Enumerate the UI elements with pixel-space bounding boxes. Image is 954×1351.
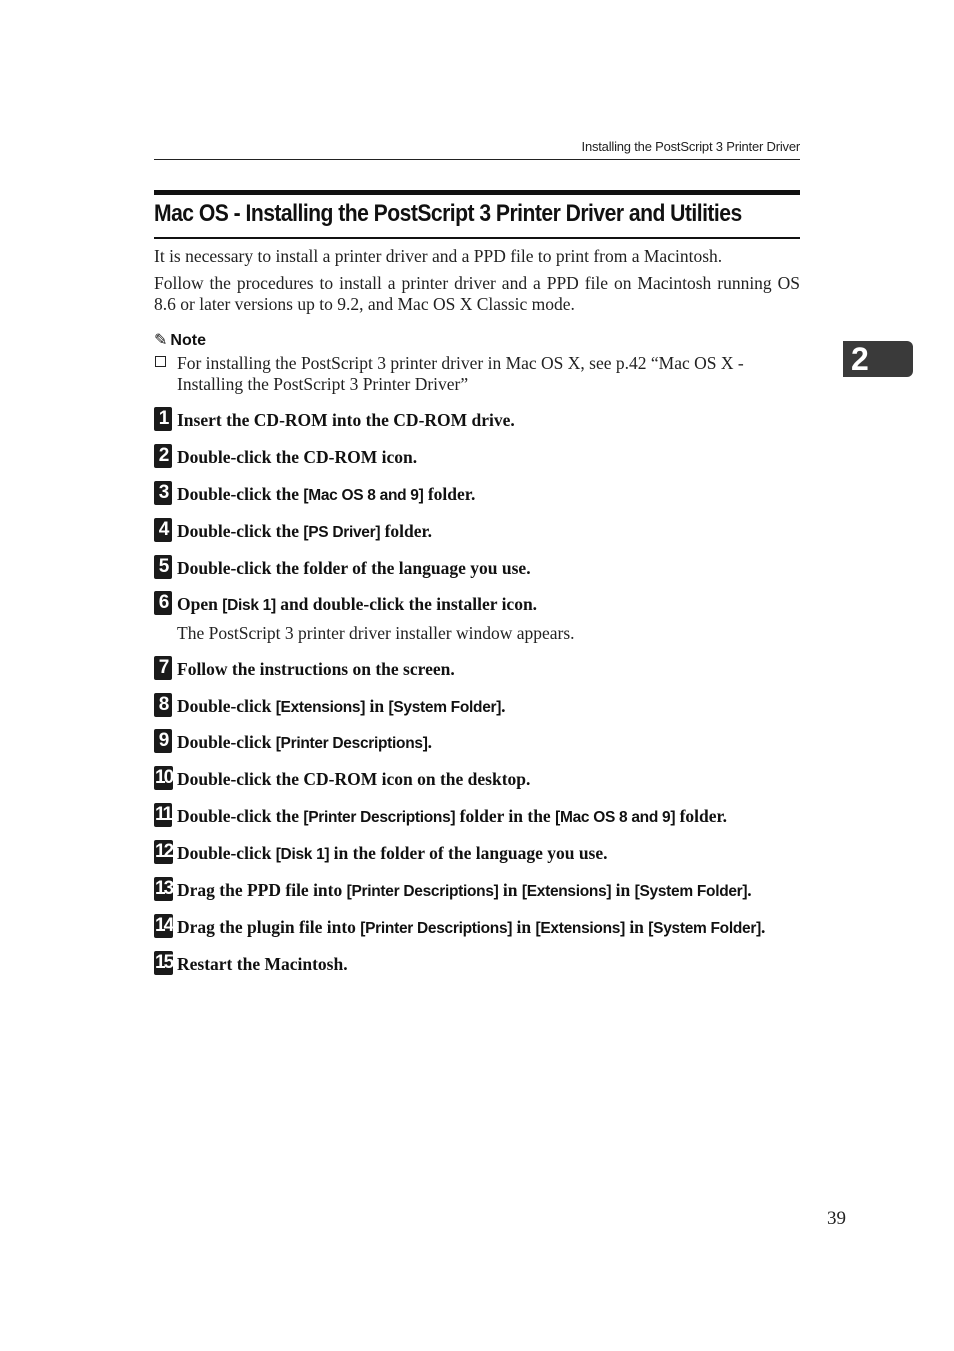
step-text-segment: Double-click the CD-ROM icon on the desktop. bbox=[177, 769, 531, 789]
step-text-segment: folder. bbox=[380, 521, 433, 541]
step-12 bbox=[154, 840, 854, 866]
step-text-segment: folder in the bbox=[455, 806, 556, 826]
step-text-segment: Double-click the bbox=[177, 806, 304, 826]
ui-label: [Printer Descriptions] bbox=[303, 809, 456, 826]
step-text-segment: Drag the plugin file into bbox=[177, 917, 361, 937]
chapter-tab bbox=[843, 341, 913, 377]
step-text bbox=[177, 484, 475, 506]
step-text bbox=[177, 558, 531, 579]
step-text-segment: . bbox=[747, 880, 752, 900]
ui-label: [System Folder] bbox=[388, 699, 502, 716]
ui-label: [System Folder] bbox=[634, 883, 748, 900]
step-text-segment: Restart the Macintosh. bbox=[177, 954, 348, 974]
step-text bbox=[177, 659, 455, 680]
step-text-segment: in bbox=[611, 880, 635, 900]
ui-label: [Extensions] bbox=[275, 699, 366, 716]
intro-paragraph-1: It is necessary to install a printer driver and a PPD file to print from a Macintosh. bbox=[154, 246, 723, 266]
step-text-segment: Follow the instructions on the screen. bbox=[177, 659, 455, 679]
step-text bbox=[177, 410, 515, 431]
pencil-icon: ✎ bbox=[154, 332, 168, 349]
step-4 bbox=[154, 518, 854, 544]
step-2 bbox=[154, 444, 854, 470]
ui-label: [Disk 1] bbox=[222, 597, 276, 614]
step-number-badge: 6 bbox=[154, 591, 172, 615]
step-8 bbox=[154, 693, 854, 719]
step-text-segment: Double-click the folder of the language you use. bbox=[177, 558, 531, 578]
header-rule bbox=[154, 159, 800, 160]
step-text-segment: Double-click the bbox=[177, 521, 304, 541]
step-text-segment: . bbox=[501, 696, 506, 716]
step-number-badge: 1 bbox=[154, 407, 172, 431]
step-text-segment: Double-click the CD-ROM icon. bbox=[177, 447, 418, 467]
step-text-segment: Drag the PPD file into bbox=[177, 880, 347, 900]
step-3 bbox=[154, 481, 854, 507]
section-title: Mac OS - Installing the PostScript 3 Printer Driver and Utilities bbox=[154, 200, 742, 227]
step-text bbox=[177, 521, 432, 543]
step-15 bbox=[154, 951, 854, 977]
step-text-segment: in bbox=[624, 917, 649, 937]
ui-label: [Extensions] bbox=[521, 883, 612, 900]
step-text bbox=[177, 732, 432, 754]
checkbox-bullet-icon bbox=[155, 356, 166, 367]
step-text-segment: folder. bbox=[675, 806, 728, 826]
step-number-badge: 8 bbox=[154, 693, 172, 717]
intro-paragraph-2: Follow the procedures to install a printer driver and a PPD file on Macintosh running OS 8.6 or later versions up to 9.2, and Mac OS X Classic mode. bbox=[154, 273, 800, 314]
step-number-badge: 4 bbox=[154, 518, 172, 542]
step-text-segment: Insert the CD-ROM into the CD-ROM drive. bbox=[177, 410, 515, 430]
ui-label: [Printer Descriptions] bbox=[275, 735, 428, 752]
step-number-badge: 9 bbox=[154, 729, 172, 753]
step-number-badge: 11 bbox=[155, 804, 172, 825]
step-10 bbox=[154, 766, 854, 792]
step-text-segment: in bbox=[365, 696, 389, 716]
ui-label: [Disk 1] bbox=[275, 846, 330, 863]
step-text-segment: Double-click the bbox=[177, 484, 304, 504]
step-number-badge: 13 bbox=[155, 878, 173, 899]
ui-label: [Printer Descriptions] bbox=[346, 883, 499, 900]
step-text bbox=[177, 843, 608, 865]
step-1 bbox=[154, 407, 854, 433]
chapter-number: 2 bbox=[851, 341, 869, 377]
step-text bbox=[177, 954, 348, 975]
step-14 bbox=[154, 914, 854, 940]
step-7 bbox=[154, 656, 854, 682]
ui-label: [Mac OS 8 and 9] bbox=[555, 809, 676, 826]
step-text-segment: in bbox=[498, 880, 522, 900]
ui-label: [PS Driver] bbox=[303, 524, 381, 541]
step-number-badge: 12 bbox=[155, 841, 173, 862]
step-6-result: The PostScript 3 printer driver installer window appears. bbox=[177, 623, 575, 643]
title-rule bbox=[154, 237, 800, 239]
note-item: For installing the PostScript 3 printer driver in Mac OS X, see p.42 “Mac OS X - Installing the PostScript 3 Printer Driver” bbox=[177, 353, 744, 394]
step-text-segment: in bbox=[512, 917, 536, 937]
step-text bbox=[177, 447, 417, 468]
step-9 bbox=[154, 729, 854, 755]
page-number: 39 bbox=[827, 1208, 846, 1229]
note-heading bbox=[154, 330, 206, 350]
note-label: Note bbox=[170, 332, 206, 349]
step-text-segment: and double-click the installer icon. bbox=[275, 594, 538, 614]
step-text-segment: Open bbox=[177, 594, 223, 614]
step-text-segment: in the folder of the language you use. bbox=[329, 843, 608, 863]
step-5 bbox=[154, 555, 854, 581]
step-text bbox=[177, 594, 537, 616]
step-number-badge: 3 bbox=[154, 481, 172, 505]
step-text bbox=[177, 696, 505, 718]
step-text-segment: . bbox=[427, 732, 432, 752]
step-text bbox=[177, 917, 765, 939]
step-text bbox=[177, 806, 727, 828]
step-number-badge: 7 bbox=[154, 656, 172, 680]
step-text-segment: folder. bbox=[423, 484, 476, 504]
step-11 bbox=[154, 803, 854, 829]
step-number-badge: 5 bbox=[154, 555, 172, 579]
step-text-segment: . bbox=[760, 917, 766, 937]
step-6 bbox=[154, 591, 854, 617]
step-number-badge: 14 bbox=[155, 915, 173, 936]
title-bar bbox=[154, 190, 800, 195]
ui-label: [Mac OS 8 and 9] bbox=[303, 487, 424, 504]
step-number-badge: 2 bbox=[154, 444, 172, 468]
step-text bbox=[177, 769, 530, 790]
ui-label: [Printer Descriptions] bbox=[360, 920, 513, 937]
running-header: Installing the PostScript 3 Printer Driver bbox=[581, 139, 800, 154]
step-13 bbox=[154, 877, 854, 903]
step-text-segment: Double-click bbox=[177, 732, 276, 752]
step-text-segment: Double-click bbox=[177, 696, 276, 716]
step-number-badge: 15 bbox=[155, 952, 173, 973]
step-number-badge: 10 bbox=[155, 767, 173, 788]
step-text-segment: Double-click bbox=[177, 843, 276, 863]
ui-label: [System Folder] bbox=[648, 920, 761, 937]
step-text bbox=[177, 880, 752, 902]
ui-label: [Extensions] bbox=[535, 920, 625, 937]
